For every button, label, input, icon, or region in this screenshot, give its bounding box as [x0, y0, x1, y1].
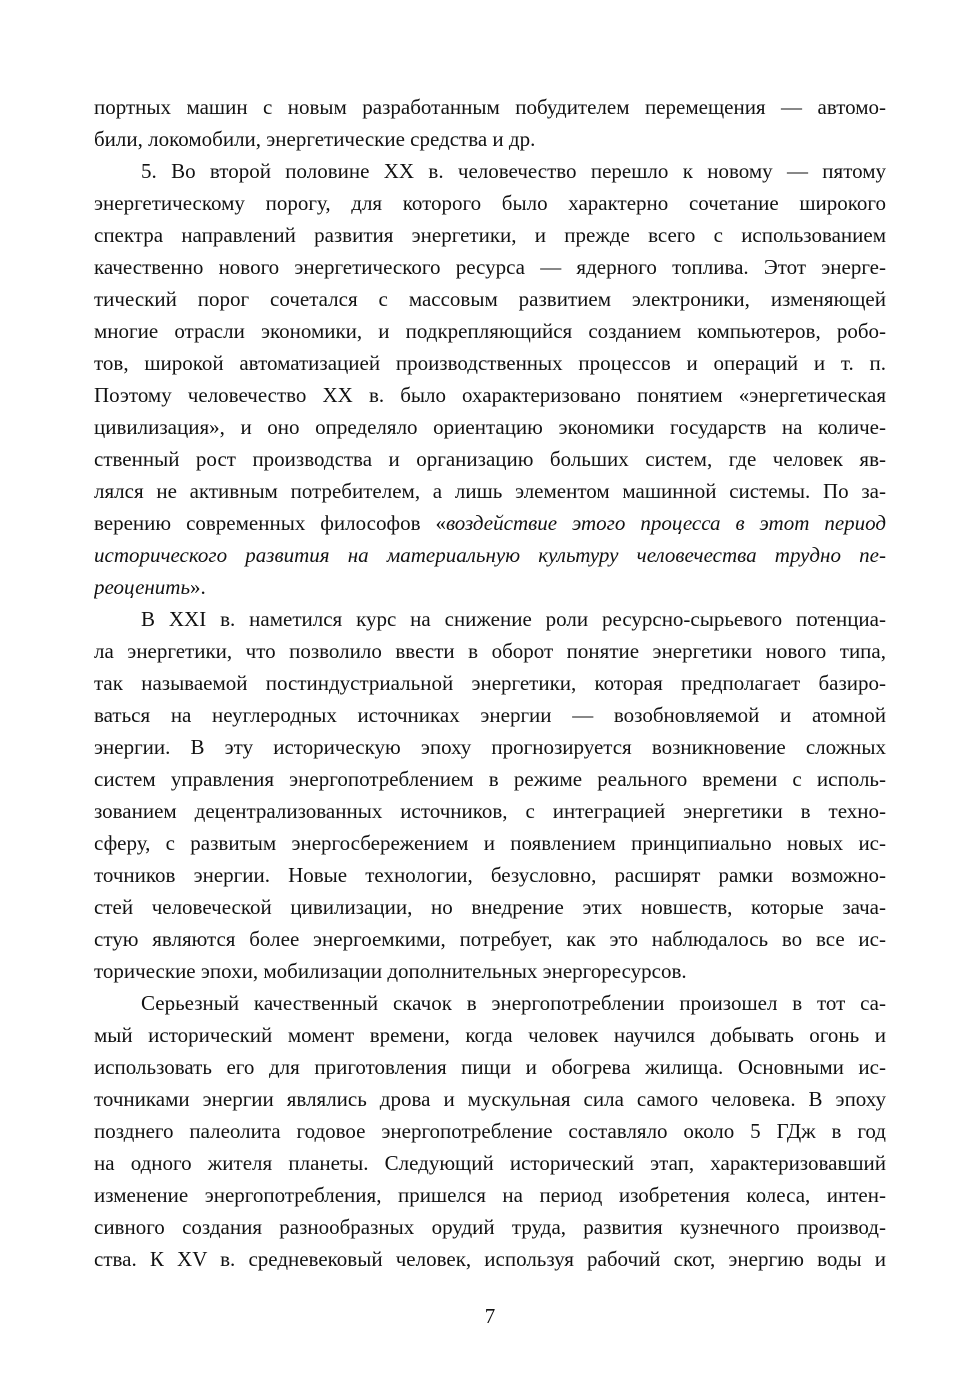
- text-run: верению современных философов «: [94, 511, 446, 535]
- text-line: Серьезный качественный скачок в энергопотреблении произошел в тот са-: [141, 991, 886, 1015]
- text-line: лялся не активным потребителем, а лишь элементом машинной системы. По за-: [94, 479, 886, 503]
- text-line: торические эпохи, мобилизации дополнительных энергоресурсов.: [94, 959, 687, 983]
- text-line: систем управления энергопотреблением в режиме реального времени с исполь-: [94, 767, 886, 791]
- text-line: В XXI в. наметился курс на снижение роли ресурсно-сырьевого потенциа-: [141, 607, 886, 631]
- text-line: энергии. В эту историческую эпоху прогнозируется возникновение сложных: [94, 735, 886, 759]
- text-line: зованием децентрализованных источников, с интеграцией энергетики в техно-: [94, 799, 886, 823]
- text-line: Поэтому человечество XX в. было охарактеризовано понятием «энергетическая: [94, 383, 886, 407]
- text-line: стей человеческой цивилизации, но внедрение этих новшеств, которые зача-: [94, 895, 886, 919]
- text-line: спектра направлений развития энергетики, и прежде всего с использованием: [94, 223, 886, 247]
- text-line: ла энергетики, что позволило ввести в оборот понятие энергетики нового типа,: [94, 639, 886, 663]
- italic-quote: воздействие этого процесса в этот период: [445, 511, 886, 535]
- text-line: мый исторический момент времени, когда человек научился добывать огонь и: [94, 1023, 886, 1047]
- text-line: стую являются более энергоемкими, потребует, как это наблюдалось во все ис-: [94, 927, 886, 951]
- text-line: ваться на неуглеродных источниках энергии — возобновляемой и атомной: [94, 703, 886, 727]
- text-line: так называемой постиндустриальной энергетики, которая предполагает базиро-: [94, 671, 886, 695]
- text-line: 5. Во второй половине XX в. человечество перешло к новому — пятому: [141, 159, 886, 183]
- text-line: ства. К XV в. средневековый человек, используя рабочий скот, энергию воды и: [94, 1247, 886, 1271]
- text-run: ».: [190, 575, 206, 599]
- text-line: изменение энергопотребления, пришелся на период изобретения колеса, интен-: [94, 1183, 886, 1207]
- text-line: тов, широкой автоматизацией производственных процессов и операций и т. п.: [94, 351, 886, 375]
- text-line: били, локомобили, энергетические средства и др.: [94, 127, 536, 151]
- italic-quote: реоценить: [94, 575, 191, 599]
- text-line: точников энергии. Новые технологии, безусловно, расширят рамки возможно-: [94, 863, 886, 887]
- text-line: сивного создания разнообразных орудий труда, развития кузнечного производ-: [94, 1215, 886, 1239]
- text-line: использовать его для приготовления пищи и обогрева жилища. Основными ис-: [94, 1055, 886, 1079]
- text-line-mixed: [94, 573, 886, 601]
- text-line: портных машин с новым разработанным побудителем перемещения — автомо-: [94, 95, 886, 119]
- text-line: на одного жителя планеты. Следующий исторический этап, характеризовавший: [94, 1151, 886, 1175]
- text-line: сферу, с развитым энергосбережением и появлением принципиально новых ис-: [94, 831, 886, 855]
- text-line: многие отрасли экономики, и подкрепляющийся созданием компьютеров, робо-: [94, 319, 886, 343]
- text-line: энергетическому порогу, для которого было характерно сочетание широкого: [94, 191, 886, 215]
- text-line: качественно нового энергетического ресурса — ядерного топлива. Этот энерге-: [94, 255, 886, 279]
- text-line-italic: [94, 541, 886, 569]
- italic-quote: исторического развития на материальную культуру человечества трудно пе-: [94, 543, 886, 567]
- text-line: позднего палеолита годовое энергопотребление составляло около 5 ГДж в год: [94, 1119, 886, 1143]
- page-number: 7: [484, 1304, 496, 1328]
- text-line: точниками энергии являлись дрова и мускульная сила самого человека. В эпоху: [94, 1087, 886, 1111]
- text-line: ственный рост производства и организацию больших систем, где человек яв-: [94, 447, 886, 471]
- text-line: цивилизация», и оно определяло ориентацию экономики государств на количе-: [94, 415, 886, 439]
- text-line: тический порог сочетался с массовым развитием электроники, изменяющей: [94, 287, 886, 311]
- text-line-mixed: [94, 509, 886, 537]
